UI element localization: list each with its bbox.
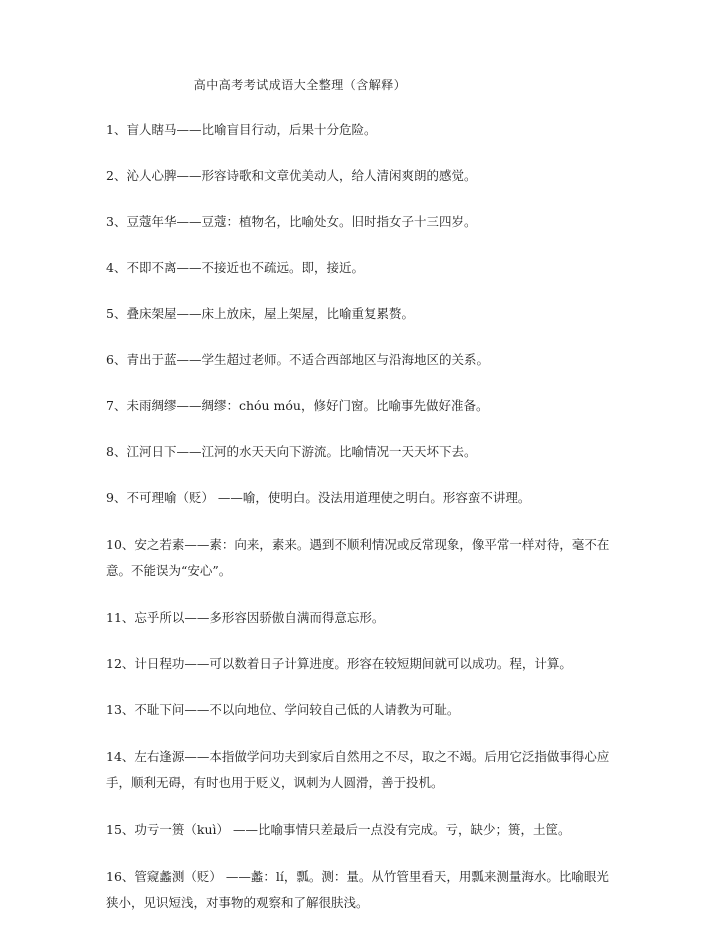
idiom-entry: 10、安之若素——素：向来，素来。遇到不顺利情况或反常现象，像平常一样对待，毫不在意。不能误为“安心”。 (106, 537, 610, 578)
document-title: 高中高考考试成语大全整理（含解释） (193, 78, 407, 92)
idiom-entry: 5、叠床架屋——床上放床，屋上架屋，比喻重复累赘。 (106, 306, 414, 321)
idiom-entry: 4、不即不离——不接近也不疏远。即，接近。 (106, 260, 364, 275)
idiom-entry: 14、左右逢源——本指做学问功夫到家后自然用之不尽，取之不竭。后用它泛指做事得心应手，顺利无碍，有时也用于贬义，讽刺为人圆滑，善于投机。 (106, 749, 610, 790)
idiom-entry: 6、青出于蓝——学生超过老师。不适合西部地区与沿海地区的关系。 (106, 352, 489, 367)
idiom-entry: 11、忘乎所以——多形容因骄傲自满而得意忘形。 (106, 610, 385, 625)
idiom-entry: 8、江河日下——江河的水天天向下游流。比喻情况一天天坏下去。 (106, 444, 477, 459)
idiom-entry: 7、未雨绸缪——绸缪：chóu móu，修好门窗。比喻事先做好准备。 (106, 398, 489, 413)
idiom-entry: 16、管窥蠡测（贬） ——蠡：lí，瓢。测：量。从竹管里看天，用瓢来测量海水。比喻眼光狭小，见识短浅，对事物的观察和了解很肤浅。 (106, 869, 609, 910)
idiom-entry: 12、计日程功——可以数着日子计算进度。形容在较短期间就可以成功。程，计算。 (106, 656, 572, 671)
idiom-entry: 9、不可理喻（贬） ——喻，使明白。没法用道理使之明白。形容蛮不讲理。 (106, 490, 531, 505)
idiom-list (106, 118, 616, 938)
idiom-entry: 1、盲人瞎马——比喻盲目行动，后果十分危险。 (106, 122, 377, 137)
idiom-entry: 3、豆蔻年华——豆蔻：植物名，比喻处女。旧时指女子十三四岁。 (106, 214, 477, 229)
idiom-entry: 15、功亏一篑（kuì） ——比喻事情只差最后一点没有完成。亏，缺少；篑，土筐。 (106, 822, 571, 837)
idiom-entry: 13、不耻下问——不以向地位、学问较自己低的人请教为可耻。 (106, 702, 460, 717)
idiom-entry: 2、沁人心脾——形容诗歌和文章优美动人，给人清闲爽朗的感觉。 (106, 168, 477, 183)
